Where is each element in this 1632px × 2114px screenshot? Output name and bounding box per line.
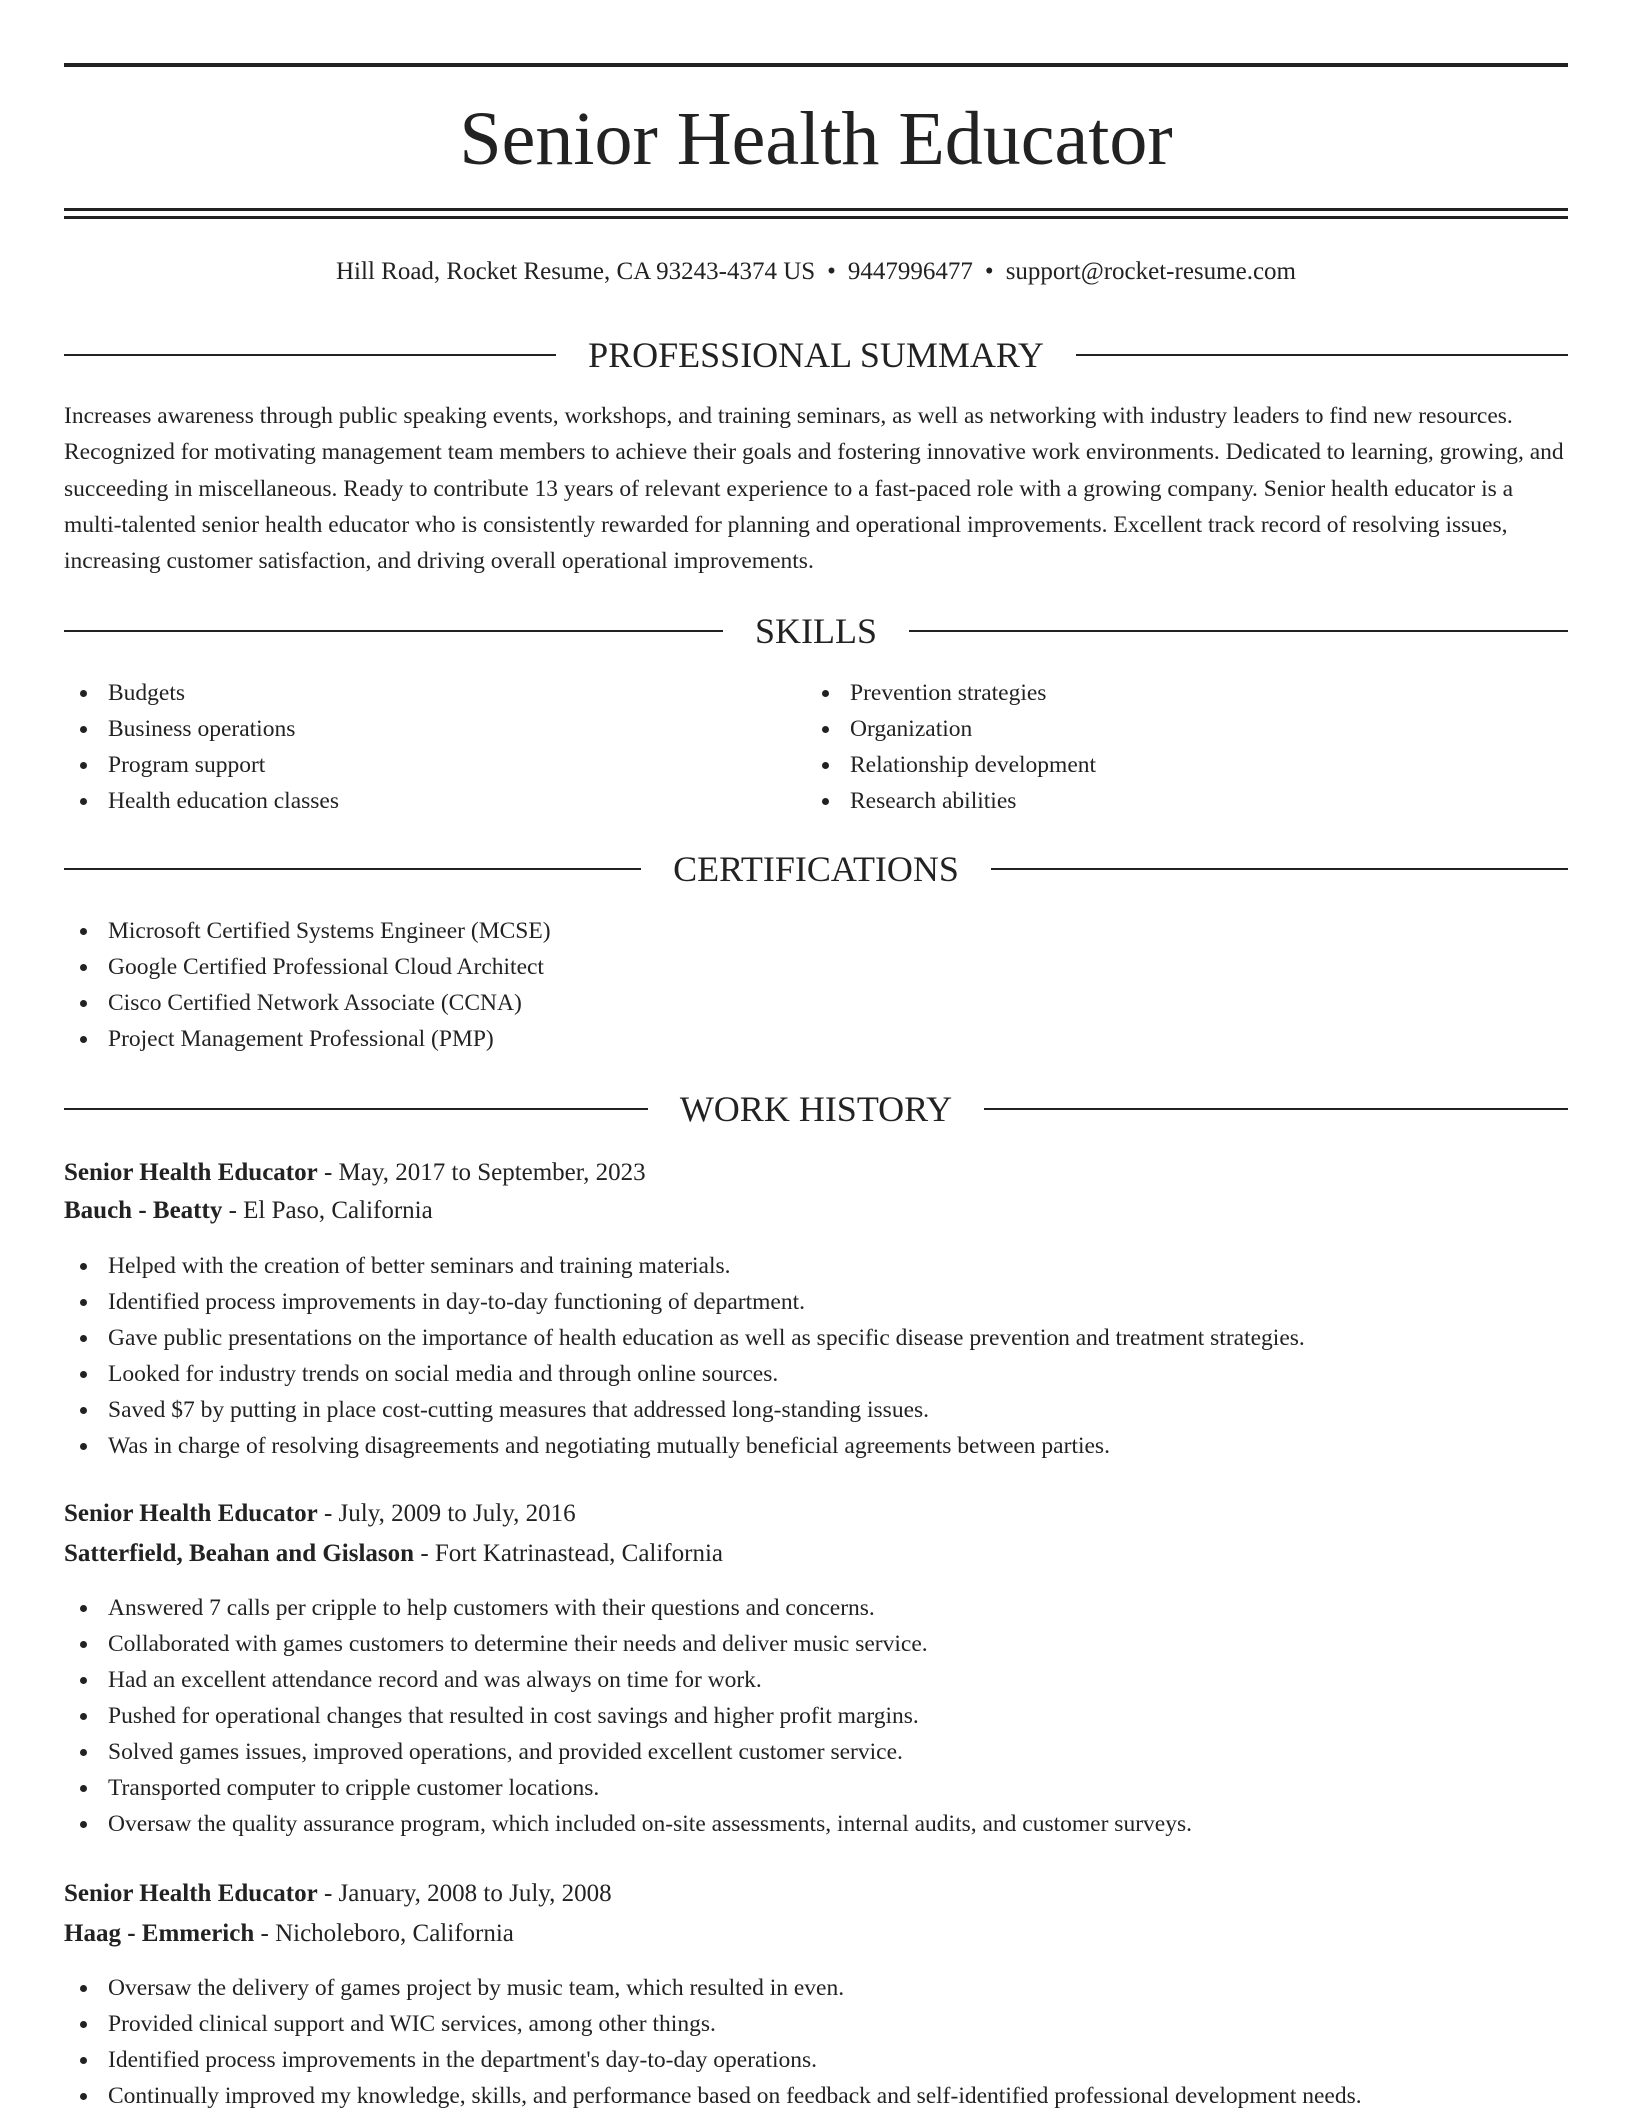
divider (64, 354, 556, 356)
divider (1076, 354, 1568, 356)
divider (64, 868, 641, 870)
list-item: Was in charge of resolving disagreements and negotiating mutually beneficial agreements between parties. (64, 1428, 1305, 1464)
job-company: Haag - Emmerich (64, 1920, 255, 1947)
divider (991, 868, 1568, 870)
job-company-line (64, 1192, 433, 1230)
job-title-line (64, 1154, 646, 1192)
dash: - (317, 1500, 339, 1527)
list-item: Google Certified Professional Cloud Architect (64, 949, 551, 985)
job-role: Senior Health Educator (64, 1159, 318, 1186)
list-item: Budgets (64, 675, 339, 711)
contact-phone: 9447996477 (847, 258, 973, 285)
list-item: Collaborated with games customers to determine their needs and deliver music service. (64, 1626, 1192, 1662)
job-dates: May, 2017 to September, 2023 (338, 1159, 646, 1186)
list-item: Looked for industry trends on social media and through online sources. (64, 1356, 1305, 1392)
job-title-line (64, 1495, 576, 1533)
skills-list-right (806, 675, 1096, 819)
divider (64, 630, 723, 632)
list-item: Continually improved my knowledge, skills, and performance based on feedback and self-identified professional development needs. (64, 2078, 1362, 2114)
divider (984, 1108, 1568, 1110)
job-company: Satterfield, Beahan and Gislason (64, 1540, 415, 1567)
list-item: Provided clinical support and WIC services, among other things. (64, 2006, 1362, 2042)
list-item: Had an excellent attendance record and was always on time for work. (64, 1662, 1192, 1698)
job-role: Senior Health Educator (64, 1880, 318, 1907)
job-company-line (64, 1915, 514, 1953)
list-item: Program support (64, 747, 339, 783)
divider (64, 1108, 648, 1110)
skills-section-header (64, 609, 1568, 653)
job-bullets (64, 1248, 1305, 1464)
summary-heading: PROFESSIONAL SUMMARY (588, 335, 1044, 375)
list-item: Solved games issues, improved operations, and provided excellent customer service. (64, 1734, 1192, 1770)
list-item: Relationship development (806, 747, 1096, 783)
job-dates: July, 2009 to July, 2016 (338, 1500, 576, 1527)
contact-separator: • (827, 258, 836, 285)
divider (909, 630, 1568, 632)
list-item: Saved $7 by putting in place cost-cutting measures that addressed long-standing issues. (64, 1392, 1305, 1428)
dash: - (414, 1540, 435, 1567)
dash: - (317, 1880, 339, 1907)
top-rule (64, 63, 1568, 67)
list-item: Gave public presentations on the importance of health education as well as specific disease prevention and treatment strategies. (64, 1320, 1305, 1356)
list-item: Organization (806, 711, 1096, 747)
skills-heading: SKILLS (755, 611, 878, 651)
list-item: Project Management Professional (PMP) (64, 1021, 551, 1057)
list-item: Research abilities (806, 783, 1096, 819)
job-title-line (64, 1875, 612, 1913)
certifications-heading: CERTIFICATIONS (673, 849, 959, 889)
certifications-section-header (64, 847, 1568, 891)
list-item: Cisco Certified Network Associate (CCNA) (64, 985, 551, 1021)
job-bullets (64, 1970, 1362, 2114)
job-location: Fort Katrinastead, California (434, 1540, 724, 1567)
list-item: Microsoft Certified Systems Engineer (MCSE) (64, 913, 551, 949)
job-bullets (64, 1590, 1192, 1842)
dash: - (254, 1920, 276, 1947)
job-location: Nicholeboro, California (275, 1920, 514, 1947)
job-role: Senior Health Educator (64, 1500, 318, 1527)
title-rule-lower (64, 216, 1568, 219)
list-item: Identified process improvements in day-to-day functioning of department. (64, 1284, 1305, 1320)
job-location: El Paso, California (243, 1197, 433, 1224)
summary-section-header (64, 333, 1568, 377)
list-item: Oversaw the quality assurance program, which included on-site assessments, internal audits, and customer surveys. (64, 1806, 1192, 1842)
list-item: Health education classes (64, 783, 339, 819)
work-history-heading: WORK HISTORY (679, 1089, 953, 1129)
dash: - (222, 1197, 244, 1224)
contact-separator: • (984, 258, 994, 285)
job-company-line (64, 1535, 723, 1573)
list-item: Oversaw the delivery of games project by music team, which resulted in even. (64, 1970, 1362, 2006)
page-title: Senior Health Educator (459, 97, 1173, 181)
title-rule-upper (64, 208, 1568, 211)
job-dates: January, 2008 to July, 2008 (338, 1880, 612, 1907)
work-history-section-header (64, 1087, 1568, 1131)
list-item: Business operations (64, 711, 339, 747)
list-item: Helped with the creation of better seminars and training materials. (64, 1248, 1305, 1284)
list-item: Answered 7 calls per cripple to help customers with their questions and concerns. (64, 1590, 1192, 1626)
summary-text: Increases awareness through public speaking events, workshops, and training seminars, as well as networking with industry leaders to find new resources. Recognized for motivating management team members to achieve their goals and fostering innovative work environments. Dedicated to learning, growing, and succeeding in miscellaneous. Ready to contribute 13 years of relevant experience to a fast-paced role with a growing company. Senior health educator is a multi-talented senior health educator who is consistently rewarded for planning and operational improvements. Excellent track record of resolving issues, increasing customer satisfaction, and driving overall operational improvements. (64, 403, 1564, 575)
contact-email: support@rocket-resume.com (1005, 258, 1296, 285)
contact-address: Hill Road, Rocket Resume, CA 93243-4374 US (336, 258, 816, 285)
dash: - (317, 1159, 339, 1186)
skills-list-left (64, 675, 339, 819)
list-item: Transported computer to cripple customer locations. (64, 1770, 1192, 1806)
contact-line (0, 254, 1632, 290)
job-company: Bauch - Beatty (64, 1197, 223, 1224)
list-item: Identified process improvements in the department's day-to-day operations. (64, 2042, 1362, 2078)
list-item: Pushed for operational changes that resulted in cost savings and higher profit margins. (64, 1698, 1192, 1734)
list-item: Prevention strategies (806, 675, 1096, 711)
certifications-list (64, 913, 551, 1057)
